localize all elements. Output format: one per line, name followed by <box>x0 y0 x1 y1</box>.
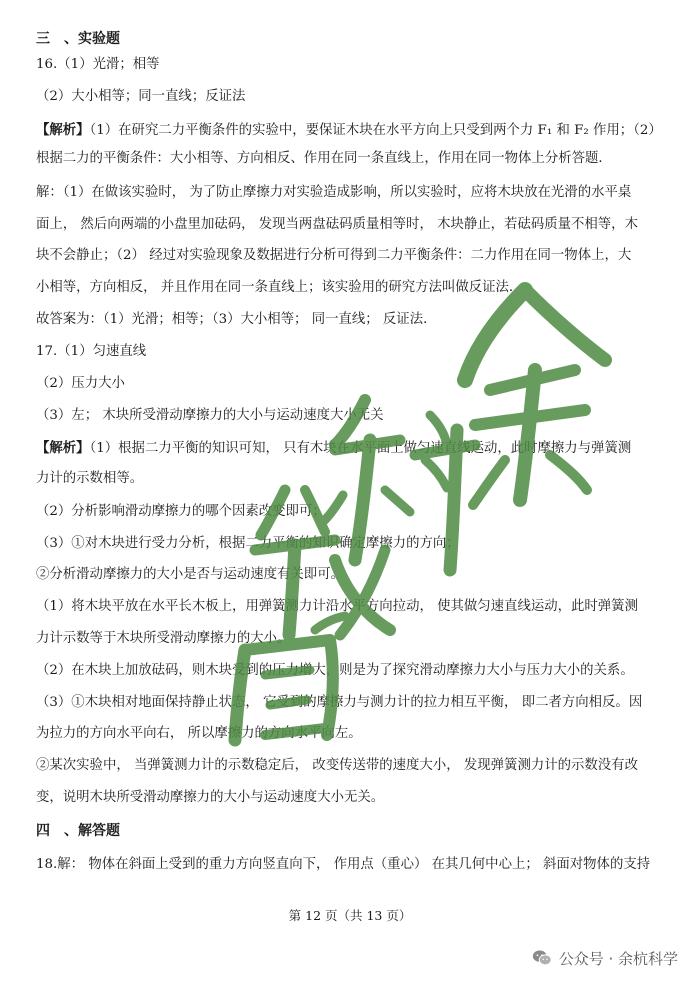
q17-solution-3-line-1: （3）①木块相对地面保持静止状态， 它受到的摩擦力与测力计的拉力相互平衡， 即二者方向相反。因 <box>36 695 643 710</box>
q17-solution-2: （2）在木块上加放砝码，则木块受到的压力增大，则是为了探究滑动摩擦力大小与压力大小的关系。 <box>36 663 634 678</box>
q17-analysis-part-4: ②分析滑动摩擦力的大小是否与运动速度有关即可。 <box>36 567 344 582</box>
q16-solution-line-4: 小相等，方向相反， 并且作用在同一条直线上；该实验用的研究方法叫做反证法． <box>36 280 523 295</box>
q18-line-1: 18.解： 物体在斜面上受到的重力方向竖直向下， 作用点（重心） 在其几何中心上； 斜面对物体的支持 <box>36 857 651 872</box>
q17-solution-1-line-1: （1）将木块平放在水平长木板上，用弹簧测力计沿水平方向拉动， 使其做匀速直线运动，此时弹簧测 <box>36 599 638 614</box>
q17-solution-4-line-1: ②某次实验中， 当弹簧测力计的示数稳定后， 改变传送带的速度大小， 发现弹簧测力计的示数没有改 <box>36 758 638 773</box>
q17-analysis-part-2: （2）分析影响滑动摩擦力的哪个因素改变即可； <box>36 504 326 519</box>
page-number: 第 12 页（共 13 页） <box>288 908 412 923</box>
section-title-experiment: 三 、实验题 <box>36 31 120 47</box>
analysis-label: 【解析】 <box>36 122 90 138</box>
section-title-answer: 四 、解答题 <box>36 823 120 839</box>
q16-solution-line-1: 解：（1）在做该实验时， 为了防止摩擦力对实验造成影响，所以实验时，应将木块放在光滑的水平桌 <box>36 185 632 200</box>
q17-solution-4-line-2: 变，说明木块所受滑动摩擦力的大小与运动速度大小无关。 <box>36 790 385 805</box>
q17-analysis-line-2: 力计的示数相等。 <box>36 471 144 486</box>
q16-solution-line-3: 块不会静止；（2） 经过对实验现象及数据进行分析可得到二力平衡条件：二力作用在同一物体上，大 <box>36 248 632 263</box>
q16-final-answer: 故答案为：（1）光滑；相等；（3）大小相等； 同一直线； 反证法． <box>36 312 437 327</box>
wechat-account-label: 公众号 · 余杭科学 <box>558 949 678 968</box>
analysis-label: 【解析】 <box>36 440 90 456</box>
analysis-text: （1）在研究二力平衡条件的实验中，要保证木块在水平方向上只受到两个力 F₁ 和 F₂ 作用；（2） <box>89 123 662 138</box>
q16-analysis-line-1 <box>36 121 678 140</box>
q17-answer-3: （3）左； 木块所受滑动摩擦力的大小与运动速度大小无关 <box>36 408 384 423</box>
q17-analysis-part-3: （3）①对木块进行受力分析，根据二力平衡的知识确定摩擦力的方向； <box>36 536 460 551</box>
wechat-icon <box>531 947 553 969</box>
analysis-text: （1）根据二力平衡的知识可知， 只有木块在水平面上做匀速直线运动，此时摩擦力与弹簧测 <box>89 441 632 456</box>
q17-solution-3-line-2: 为拉力的方向水平向右， 所以摩擦力的方向水平向左。 <box>36 726 362 741</box>
q17-analysis-line-1 <box>36 439 678 458</box>
q16-analysis-line-2: 根据二力的平衡条件：大小相等、方向相反、作用在同一条直线上，作用在同一物体上分析答题． <box>36 151 612 166</box>
q17-answer-1: 17.（1）匀速直线 <box>36 344 147 359</box>
q16-solution-line-2: 面上， 然后向两端的小盘里加砝码， 发现当两盘砝码质量相等时， 木块静止，若砝码质量不相等，木 <box>36 217 638 232</box>
q17-answer-2: （2）压力大小 <box>36 376 125 391</box>
q16-answer-1: 16.（1）光滑；相等 <box>36 57 160 72</box>
wechat-account-badge <box>531 945 678 971</box>
q16-answer-2: （2）大小相等；同一直线；反证法 <box>36 89 246 104</box>
q17-solution-1-line-2: 力计示数等于木块所受滑动摩擦力的大小。 <box>36 631 291 646</box>
